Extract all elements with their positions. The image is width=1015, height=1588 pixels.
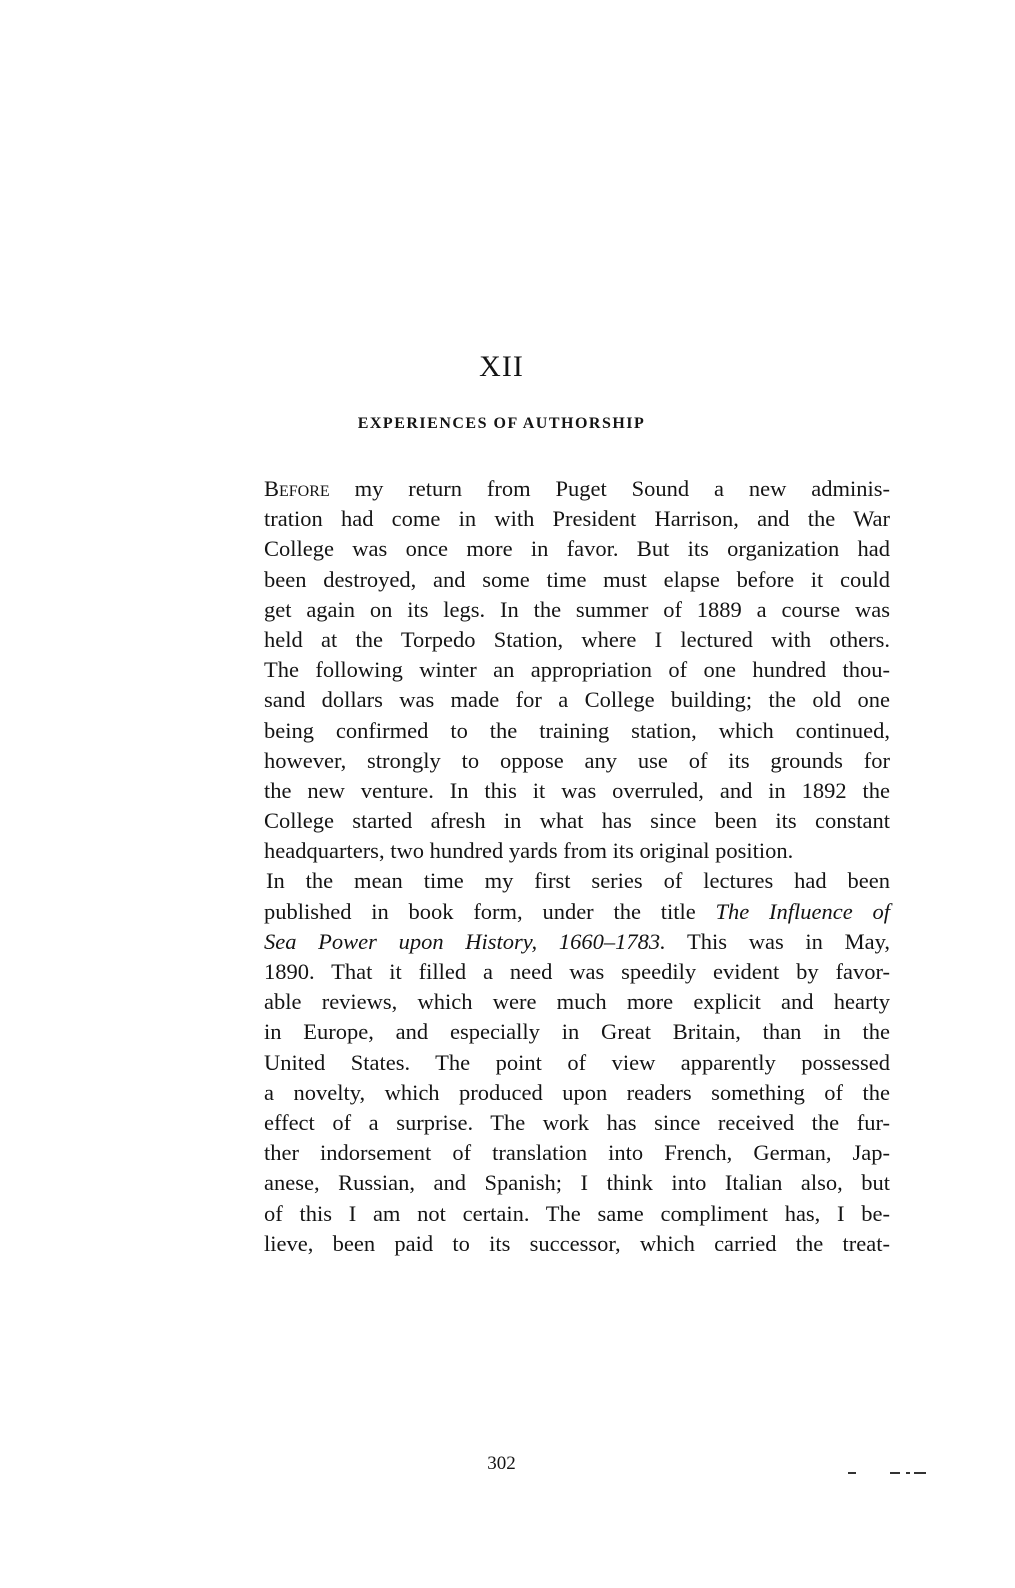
- title-line-b: This was in May,: [665, 928, 890, 954]
- scan-mark: [906, 1472, 910, 1474]
- text-line: College was once more in favor. But its organization had: [264, 536, 890, 562]
- text-line: 1890. That it filled a need was speedily evident by favor-: [264, 959, 890, 984]
- text-line: of this I am not certain. The same compliment has, I be-: [264, 1200, 890, 1226]
- text-line: held at the Torpedo Station, where I lectured with others.: [264, 626, 890, 652]
- chapter-number: XII: [479, 350, 524, 383]
- text-line: [264, 897, 890, 927]
- text-line: headquarters, two hundred yards from its original position.: [264, 838, 794, 864]
- text-line: ther indorsement of translation into French, German, Jap-: [264, 1140, 890, 1166]
- text-line: lieve, been paid to its successor, which carried the treat-: [264, 1230, 890, 1256]
- chapter-title: EXPERIENCES OF AUTHORSHIP: [357, 415, 646, 432]
- text-line: a novelty, which produced upon readers something of the: [264, 1079, 890, 1105]
- drop-word: Before: [264, 476, 330, 501]
- text-line: able reviews, which were much more explicit and hearty: [264, 989, 890, 1015]
- text-line: effect of a surprise. The work has since received the fur-: [264, 1109, 890, 1135]
- text-line: [264, 927, 890, 957]
- body-text: [264, 474, 890, 1259]
- scan-marks: [848, 1472, 928, 1476]
- text-line: the new venture. In this it was overruled, and in 1892 the: [264, 777, 890, 803]
- scan-mark: [914, 1472, 926, 1474]
- book-title-part: The Influence of: [715, 898, 890, 924]
- scan-mark: [848, 1472, 856, 1474]
- text-line: United States. The point of view apparently possessed: [264, 1049, 890, 1075]
- line-rest: my return from Puget Sound a new adminis-: [329, 476, 890, 501]
- text-line: tration had come in with President Harrison, and the War: [264, 506, 890, 532]
- text-line: sand dollars was made for a College building; the old one: [264, 687, 890, 713]
- text-line: [264, 474, 890, 504]
- book-title-rest: Sea Power upon History, 1660–1783.: [264, 928, 666, 954]
- text-line: In the mean time my first series of lectures had been: [266, 868, 890, 894]
- title-line-a: published in book form, under the title: [264, 898, 716, 924]
- text-line: The following winter an appropriation of one hundred thou-: [264, 657, 890, 683]
- text-line: anese, Russian, and Spanish; I think into Italian also, but: [264, 1170, 890, 1196]
- text-line: get again on its legs. In the summer of 1889 a course was: [264, 596, 890, 622]
- text-line: in Europe, and especially in Great Britain, than in the: [264, 1019, 890, 1045]
- text-line: however, strongly to oppose any use of its grounds for: [264, 747, 890, 773]
- scan-mark: [890, 1472, 900, 1474]
- text-line: been destroyed, and some time must elapse before it could: [264, 566, 890, 592]
- text-line: being confirmed to the training station, which continued,: [264, 717, 890, 743]
- text-line: College started afresh in what has since been its constant: [264, 808, 890, 834]
- page-number: 302: [487, 1453, 516, 1474]
